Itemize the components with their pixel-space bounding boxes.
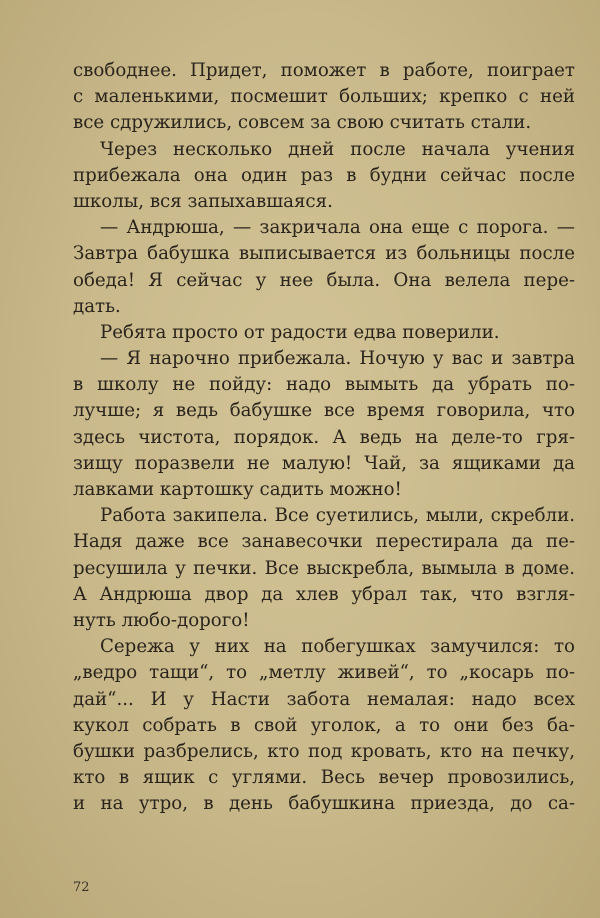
paragraph [73,215,575,320]
text-line: „ведро тащи“, то „метлу живей“, то „косарь по- [73,662,575,684]
text-line: — Андрюша, — закричала она еще с порога. — [100,217,575,239]
paragraph [73,58,575,137]
text-line: — Я нарочно прибежала. Ночую у вас и завтра [100,348,575,370]
text-line: дай“... И у Насти забота немалая: надо всех [73,688,575,710]
page-number: 72 [73,880,90,895]
text-line: лучше; я ведь бабушке все время говорила, что [73,400,575,422]
text-line: здесь чистота, порядок. А ведь на деле-то гря- [73,426,575,448]
page-text [73,58,575,817]
text-line: свободнее. Придет, поможет в работе, поиграет [73,60,575,81]
text-line: обеда! Я сейчас у нее была. Она велела пере- [73,269,575,291]
text-line: Работа закипела. Все суетились, мыли, скребли. [100,505,575,527]
text-line: ресушила у печки. Все выскребла, вымыла в доме. [73,557,575,579]
paragraph [73,503,575,634]
text-line: дать. [73,295,121,317]
text-line: школы, вся запыхавшаяся. [73,190,333,212]
text-line: все сдружились, совсем за свою считать стали. [73,112,532,134]
paragraph [73,320,575,346]
paragraph [73,137,575,216]
paragraph [73,634,575,817]
text-line: бушки разбрелись, кто под кровать, кто на печку, [73,740,575,762]
text-line: Ребята просто от радости едва поверили. [100,321,500,343]
text-line: А Андрюша двор да хлев убрал так, что взгля- [73,583,575,605]
text-line: с маленькими, посмешит больших; крепко с ней [73,86,575,108]
text-line: и на утро, в день бабушкина приезда, до са- [73,793,575,815]
text-line: Сережа у них на побегушках замучился: то [100,636,575,658]
text-line: кто в ящик с углями. Весь вечер провозились, [73,767,575,789]
text-line: Завтра бабушка выписывается из больницы после [73,243,575,265]
text-line: прибежала она один раз в будни сейчас после [73,164,575,186]
text-line: Надя даже все занавесочки перестирала да пе- [73,531,575,553]
text-line: нуть любо-дорого! [73,609,250,631]
text-line: в школу не пойду: надо вымыть да убрать по- [73,374,575,396]
paragraph [73,346,575,503]
text-line: лавками картошку садить можно! [73,479,402,500]
text-line: Через несколько дней после начала учения [100,138,575,160]
text-line: зищу поразвели не малую! Чай, за ящиками да [73,452,575,474]
text-line: кукол собрать в свой уголок, а то они без ба- [73,714,575,736]
